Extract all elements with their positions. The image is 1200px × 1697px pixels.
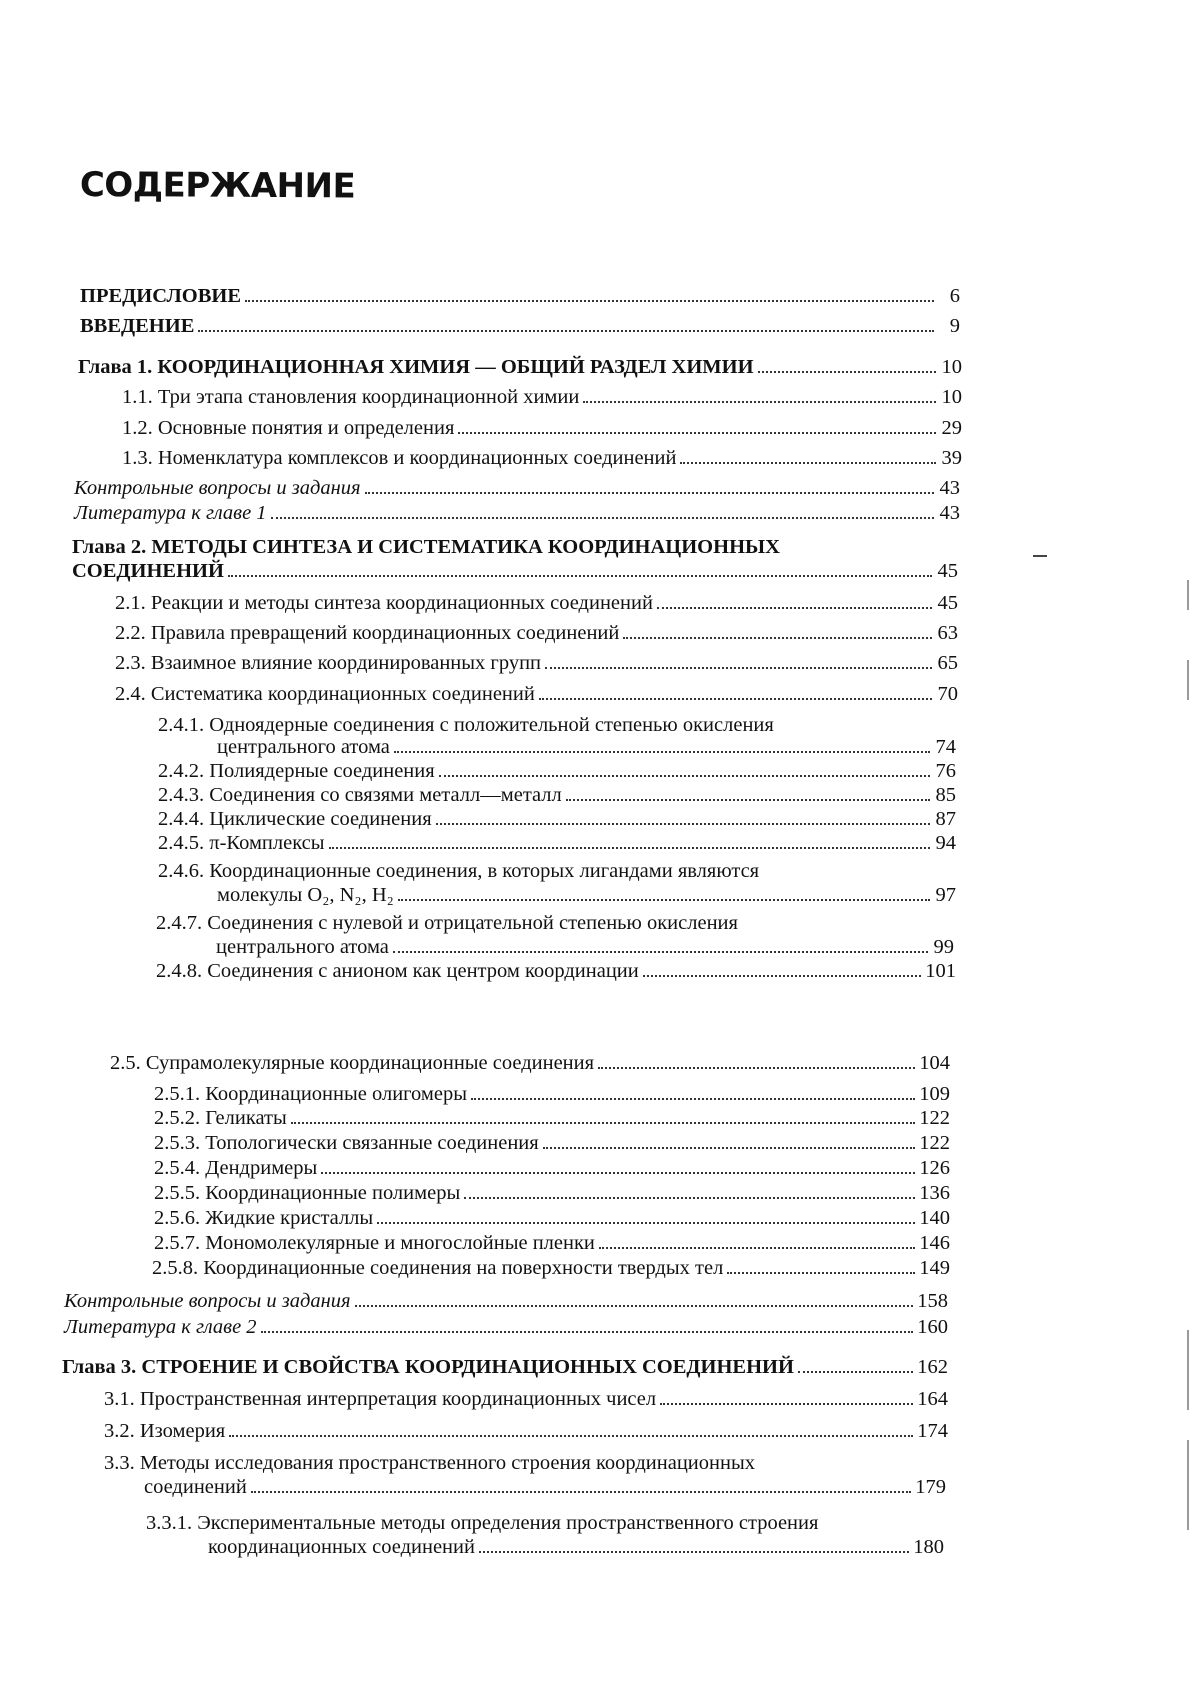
dot-leader	[365, 492, 934, 494]
toc-label: 2.5.3. Топологически связанные соединения	[154, 1132, 539, 1154]
dot-leader	[436, 823, 930, 825]
dot-leader	[377, 1222, 915, 1224]
dot-leader	[291, 1122, 915, 1124]
toc-label: 2.5.8. Координационные соединения на поверхности твердых тел	[152, 1257, 724, 1279]
toc-page-number: 70	[937, 683, 958, 705]
toc-entry-section-1-1[interactable]	[122, 386, 962, 408]
toc-entry-2-5-4[interactable]	[154, 1157, 950, 1179]
toc-page-number: 9	[949, 315, 960, 337]
toc-entry-preface[interactable]	[80, 285, 960, 307]
scan-edge-marks	[1180, 0, 1200, 1697]
dot-leader	[251, 1491, 911, 1493]
toc-label: 1.3. Номенклатура комплексов и координационных соединений	[122, 447, 677, 469]
toc-page-number: 136	[919, 1182, 950, 1204]
toc-entry-2-5-2[interactable]	[154, 1107, 950, 1129]
toc-entry-2-5-7[interactable]	[154, 1232, 950, 1254]
dot-leader	[566, 799, 930, 801]
toc-entry-2-5-5[interactable]	[154, 1182, 950, 1204]
toc-page-number: 104	[919, 1052, 950, 1074]
dot-leader	[660, 1403, 913, 1405]
dot-leader	[680, 462, 936, 464]
toc-2-4-1-line1: 2.4.1. Одноядерные соединения с положительной степенью окисления	[158, 714, 774, 736]
page-title: СОДЕРЖАНИЕ	[79, 165, 356, 207]
toc-page-number: 85	[935, 784, 956, 806]
dot-leader	[229, 1435, 913, 1437]
toc-page-number: 43	[939, 502, 960, 524]
toc-entry-2-5-6[interactable]	[154, 1207, 950, 1229]
toc-label: Глава 3. СТРОЕНИЕ И СВОЙСТВА КООРДИНАЦИОННЫХ СОЕДИНЕНИЙ	[62, 1356, 794, 1378]
dot-leader	[439, 775, 930, 777]
toc-label: 1.2. Основные понятия и определения	[122, 417, 455, 439]
toc-entry-chapter-3[interactable]	[62, 1356, 948, 1378]
toc-entry-2-5-3[interactable]	[154, 1132, 950, 1154]
toc-label: 2.5.4. Дендримеры	[154, 1157, 318, 1179]
toc-entry-2-4-4[interactable]	[158, 808, 956, 830]
toc-page-number: 180	[913, 1536, 944, 1558]
dot-leader	[198, 330, 934, 332]
toc-2-4-7-line1: 2.4.7. Соединения с нулевой и отрицательной степенью окисления	[156, 912, 738, 934]
dot-leader	[539, 698, 932, 700]
toc-page-number: 122	[919, 1132, 950, 1154]
toc-entry-2-5-1[interactable]	[154, 1083, 950, 1105]
toc-page-number: 74	[935, 736, 956, 758]
toc-entry-ch1-questions[interactable]	[74, 477, 960, 499]
toc-page-number: 45	[937, 560, 958, 582]
toc-page-number: 164	[917, 1388, 948, 1410]
toc-entry-section-2-4[interactable]	[115, 683, 958, 705]
toc-page-number: 158	[917, 1290, 948, 1312]
toc-entry-2-4-6[interactable]	[217, 884, 956, 906]
toc-label: 2.4.8. Соединения с анионом как центром координации	[156, 960, 639, 982]
dot-leader	[245, 300, 934, 302]
toc-3-3-line1: 3.3. Методы исследования пространственного строения координационных	[104, 1452, 755, 1474]
toc-entry-intro[interactable]	[80, 315, 960, 337]
toc-label: координационных соединений	[208, 1536, 475, 1558]
toc-label: 2.5.5. Координационные полимеры	[154, 1182, 461, 1204]
dot-leader	[657, 607, 932, 609]
toc-entry-ch2-literature[interactable]	[64, 1316, 948, 1338]
toc-page-number: 97	[935, 884, 956, 906]
toc-label: 3.1. Пространственная интерпретация координационных чисел	[104, 1388, 657, 1410]
toc-label: СОЕДИНЕНИЙ	[72, 560, 224, 582]
toc-label: 2.5. Супрамолекулярные координационные соединения	[110, 1052, 595, 1074]
toc-entry-2-4-2[interactable]	[158, 760, 956, 782]
toc-entry-section-2-1[interactable]	[115, 592, 958, 614]
toc-page-number: 10	[941, 386, 962, 408]
toc-label: 2.5.1. Координационные олигомеры	[154, 1083, 468, 1105]
dot-leader	[599, 1247, 915, 1249]
toc-page-number: 160	[917, 1316, 948, 1338]
toc-page-number: 10	[941, 356, 962, 378]
dot-leader	[623, 637, 932, 639]
toc-entry-2-4-3[interactable]	[158, 784, 956, 806]
toc-entry-2-4-1[interactable]	[217, 736, 956, 758]
toc-entry-chapter-2[interactable]	[72, 560, 958, 582]
toc-entry-section-1-3[interactable]	[122, 447, 962, 469]
toc-page-number: 45	[937, 592, 958, 614]
toc-page-number: 146	[919, 1232, 950, 1254]
dot-leader	[471, 1098, 915, 1100]
toc-entry-section-1-2[interactable]	[122, 417, 962, 439]
toc-entry-ch2-questions[interactable]	[64, 1290, 948, 1312]
toc-label: Литература к главе 2	[64, 1316, 257, 1338]
toc-page-number: 122	[919, 1107, 950, 1129]
toc-page-number: 101	[925, 960, 956, 982]
dot-leader	[727, 1272, 915, 1274]
dot-leader	[228, 575, 932, 577]
dot-leader	[758, 371, 936, 373]
dot-leader	[329, 847, 930, 849]
toc-label: центрального атома	[216, 936, 389, 958]
dot-leader	[543, 1147, 916, 1149]
toc-page-number: 65	[937, 652, 958, 674]
dot-leader	[393, 951, 928, 953]
toc-label: 2.4.2. Полиядерные соединения	[158, 760, 435, 782]
toc-label: 2.4.4. Циклические соединения	[158, 808, 432, 830]
toc-page-number: 162	[917, 1356, 948, 1378]
toc-label: ВВЕДЕНИЕ	[80, 315, 195, 337]
dot-leader	[464, 1197, 915, 1199]
scan-edge-mark	[1187, 1440, 1189, 1530]
toc-page-number: 149	[919, 1257, 950, 1279]
toc-entry-chapter-1[interactable]	[78, 356, 962, 378]
toc-page-number: 76	[935, 760, 956, 782]
toc-page-number: 174	[917, 1420, 948, 1442]
toc-label: 1.1. Три этапа становления координационной химии	[122, 386, 580, 408]
toc-page-number: 109	[919, 1083, 950, 1105]
dot-leader	[398, 899, 930, 901]
toc-label: 2.3. Взаимное влияние координированных групп	[115, 652, 542, 674]
toc-page-number: 140	[919, 1207, 950, 1229]
toc-entry-2-4-8[interactable]	[156, 960, 956, 982]
dot-leader	[479, 1551, 909, 1553]
toc-entry-section-3-2[interactable]	[104, 1420, 948, 1442]
dot-leader	[355, 1305, 914, 1307]
dot-leader	[458, 432, 936, 434]
toc-label: Контрольные вопросы и задания	[64, 1290, 351, 1312]
scan-edge-mark	[1187, 660, 1189, 700]
toc-label: 2.2. Правила превращений координационных соединений	[115, 622, 620, 644]
toc-page-number: 39	[941, 447, 962, 469]
dot-leader	[643, 975, 922, 977]
toc-page-number: 99	[933, 936, 954, 958]
toc-chapter-2-line1: Глава 2. МЕТОДЫ СИНТЕЗА И СИСТЕМАТИКА КООРДИНАЦИОННЫХ	[72, 536, 780, 558]
dot-leader	[583, 401, 936, 403]
toc-entry-ch1-literature[interactable]	[74, 502, 960, 524]
dot-leader	[394, 751, 930, 753]
toc-page-number: 126	[919, 1157, 950, 1179]
toc-entry-3-3-1[interactable]	[208, 1536, 944, 1558]
toc-entry-section-2-5[interactable]	[110, 1052, 950, 1074]
toc-label: ПРЕДИСЛОВИЕ	[80, 285, 241, 307]
toc-label: 2.5.2. Геликаты	[154, 1107, 287, 1129]
toc-label: Литература к главе 1	[74, 502, 267, 524]
toc-entry-section-2-3[interactable]	[115, 652, 958, 674]
toc-page-number: 87	[935, 808, 956, 830]
toc-2-4-6-line1: 2.4.6. Координационные соединения, в которых лигандами являются	[158, 860, 760, 882]
toc-entry-2-4-7[interactable]	[216, 936, 954, 958]
toc-entry-2-4-5[interactable]	[158, 832, 956, 854]
toc-label: 2.5.6. Жидкие кристаллы	[154, 1207, 374, 1229]
toc-entry-section-3-1[interactable]	[104, 1388, 948, 1410]
toc-page-number: 6	[949, 285, 960, 307]
toc-page-number: 43	[939, 477, 960, 499]
toc-page-number: 29	[941, 417, 962, 439]
toc-label: молекулы O₂, N₂, H₂	[217, 884, 394, 906]
toc-label: 2.5.7. Мономолекулярные и многослойные пленки	[154, 1232, 595, 1254]
toc-label: Контрольные вопросы и задания	[74, 477, 361, 499]
toc-entry-section-3-3[interactable]	[144, 1476, 946, 1498]
toc-label: Глава 1. КООРДИНАЦИОННАЯ ХИМИЯ — ОБЩИЙ РАЗДЕЛ ХИМИИ	[78, 356, 754, 378]
toc-label: соединений	[144, 1476, 247, 1498]
dot-leader	[598, 1067, 915, 1069]
toc-label: 2.1. Реакции и методы синтеза координационных соединений	[115, 592, 653, 614]
toc-label: 2.4. Систематика координационных соединений	[115, 683, 535, 705]
dot-leader	[545, 667, 932, 669]
toc-label: центрального атома	[217, 736, 390, 758]
toc-label: 3.2. Изомерия	[104, 1420, 226, 1442]
toc-3-3-1-line1: 3.3.1. Экспериментальные методы определения пространственного строения	[146, 1512, 819, 1534]
dot-leader	[271, 517, 934, 519]
dot-leader	[261, 1331, 914, 1333]
toc-page-number: 179	[915, 1476, 946, 1498]
scan-edge-mark	[1187, 1330, 1189, 1410]
toc-label: 2.4.3. Соединения со связями металл—металл	[158, 784, 562, 806]
toc-label: 2.4.5. π-Комплексы	[158, 832, 325, 854]
scan-mark	[1033, 555, 1047, 557]
toc-entry-2-5-8[interactable]	[152, 1257, 950, 1279]
scan-edge-mark	[1187, 580, 1189, 610]
toc-page-number: 94	[935, 832, 956, 854]
toc-entry-section-2-2[interactable]	[115, 622, 958, 644]
dot-leader	[798, 1371, 913, 1373]
toc-page-number: 63	[937, 622, 958, 644]
dot-leader	[321, 1172, 915, 1174]
